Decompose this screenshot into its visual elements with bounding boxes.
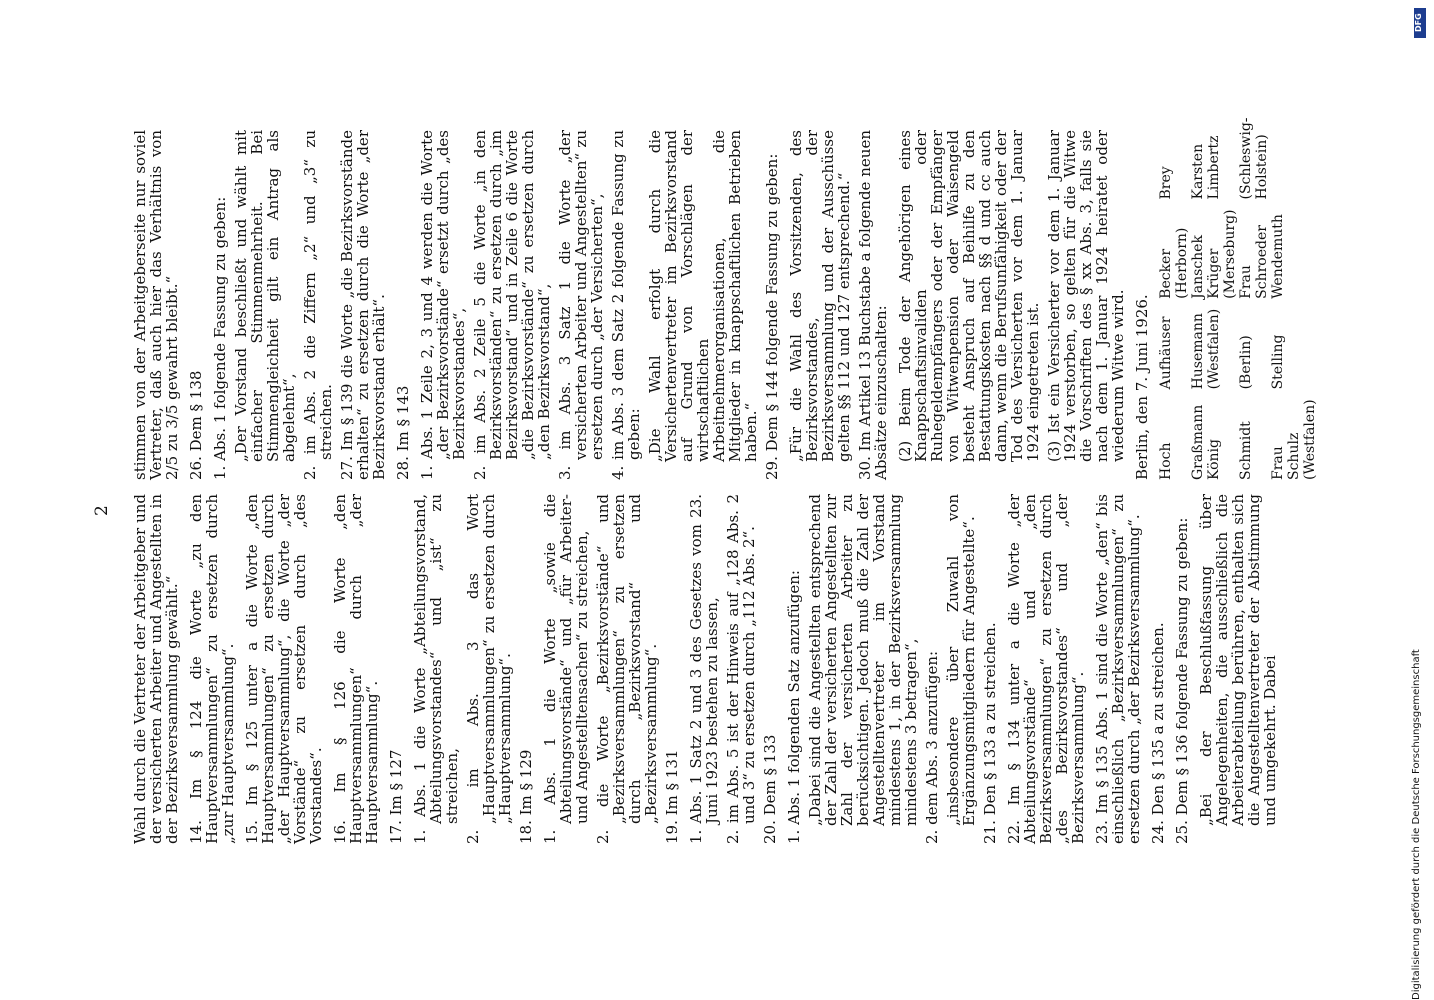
right-column: [131, 117, 1318, 480]
signer: Brey: [1158, 166, 1174, 200]
paragraph: 16. Im § 126 die Worte „den Hauptversammlungen“ durch „der Hauptversammlung“.: [331, 494, 381, 844]
signer: Janschek: [1190, 235, 1206, 299]
list-item: 1. Abs. 1 die Worte „Abteilungsvorstand, Abteilungsvorstandes“ und „ist“ zu streichen,: [411, 494, 461, 844]
signer: Frau Schulz (Westfalen): [1270, 399, 1318, 480]
signer: Krüger (Merseburg): [1206, 209, 1238, 299]
funding-credit-text: Digitalisierung gefördert durch die Deutsche Forschungsgemeinschaft: [1411, 649, 1422, 1000]
paragraph: 27. Im § 139 die Worte „die Bezirksvorstände erhalten“ zu ersetzen durch die Worte „der Bezirksvorstand erhält“.: [338, 130, 388, 480]
list-item: 2. dem Abs. 3 anzufügen:: [923, 650, 941, 844]
list-item: 1. Abs. 1 die Worte „sowie die Abteilungsvorstände“ und „für Arbeiter- und Angestelltensachen“ zu streichen,: [541, 494, 591, 844]
paragraph: 29. Dem § 144 folgende Fassung zu geben:: [763, 153, 781, 480]
signer: Graßmann: [1190, 404, 1206, 480]
signer: Wendemuth: [1270, 214, 1286, 299]
paragraph: 15. Im § 125 unter a die Worte „den Hauptversammlungen“ zu ersetzen durch „der Hauptversammlung“, die Worte „der Vorstände“ zu ersetzen durch „des Vorstandes“.: [243, 494, 325, 844]
paragraph: 23. Im § 135 Abs. 1 sind die Worte „den“ bis einschließlich „Bezirksversammlungen“ zu ersetzen durch „der Bezirksversammlung“.: [1093, 494, 1143, 844]
dfg-logo: DFG: [1414, 8, 1426, 38]
paragraph: 22. Im § 134 unter a die Worte „der Abteilungsvorstände“ und „den Bezirksversammlungen“ zu ersetzen durch „des Bezirksvorstandes“ und „der Bezirksversammlung“.: [1005, 494, 1087, 844]
quote: „Die Wahl erfolgt durch die Versichertenvertreter im Bezirksvorstand auf Grund von Vorschlägen der wirtschaftlichen Arbeitnehmerorganisationen, die Mitglieder in knappschaftlichen Betrieben haben.“: [646, 130, 760, 462]
list-item: 2. im Abs. 2 Zeile 5 die Worte „in den Bezirksvorständen“ zu ersetzen durch „im Bezirksvorstand“ und in Zeile 6 die Worte „die Bezirksvorstände“ zu ersetzen durch „den Bezirksvorstand“,: [471, 130, 553, 480]
list-item: 2. die Worte „Bezirksvorstände“ und „Bezirksversammlungen“ zu ersetzen durch „Bezirksvorstand“ und „Bezirksversammlung“.: [594, 494, 660, 844]
signer: Frau Schroeder: [1238, 225, 1270, 299]
signer: (Berlin): [1238, 335, 1254, 390]
paragraph: Wahl durch die Vertreter der Arbeitgeber und der versicherten Arbeiter und Angestellten in der Bezirksversammlung gewählt.“: [131, 494, 181, 844]
list-item: 1. Abs. 1 folgenden Satz anzufügen:: [785, 570, 803, 844]
signer: König: [1206, 439, 1222, 480]
quote: (2) Beim Tode der Angehörigen eines Knappschaftsinvaliden oder Ruhegeldempfängers oder der Empfänger von Witwenpension oder Waisengeld besteht Anspruch auf Beihilfe zu den Bestattungskosten nach §§ d und cc auch dann, wenn die Berufsunfähigkeit oder der Tod des Versicherten vor dem 1. Januar 1924 eingetreten ist.: [896, 130, 1042, 462]
signer: Hoch: [1158, 442, 1174, 480]
section-heading: 17. Im § 127: [387, 749, 405, 844]
list-item: 1. Abs. 1 Satz 2 und 3 des Gesetzes vom 23. Juni 1923 bestehen zu lassen,: [687, 494, 721, 844]
list-item: 4. im Abs. 3 dem Satz 2 folgende Fassung zu geben:: [609, 130, 643, 480]
paragraph: stimmen von der Arbeitgeberseite nur soviel Vertreter, daß auch hier das Verhältnis von 2/5 zu 3/5 gewahrt bleibt.“: [131, 130, 181, 480]
signer: Husemann: [1190, 313, 1206, 390]
paragraph: 14. Im § 124 die Worte „zu den Hauptversammlungen“ zu ersetzen durch „zur Hauptversammlung“.: [187, 494, 237, 844]
signer: Aufhäuser: [1158, 316, 1174, 390]
signer: (Schleswig-Holstein): [1238, 117, 1270, 200]
signer: Karsten: [1190, 143, 1206, 200]
section-heading: 28. Im § 143: [394, 385, 412, 480]
list-item: 2. im Abs. 3 das Wort „Hauptversammlungen“ zu ersetzen durch „Hauptversammlung“.: [464, 494, 514, 844]
paragraph: 25. Dem § 136 folgende Fassung zu geben:: [1173, 517, 1191, 844]
section-heading: 18. Im § 129: [517, 749, 535, 844]
list-item: 3. im Abs. 3 Satz 1 die Worte „der versicherten Arbeiter und Angestellten“ zu ersetzen durch „der Versicherten“,: [556, 130, 606, 480]
left-column: [132, 494, 1283, 844]
signer: Limbertz: [1206, 135, 1222, 200]
signer: (Westfalen): [1206, 308, 1222, 390]
signer: Stelling: [1270, 334, 1286, 390]
quote: „Bei der Beschlußfassung über Angelegenheiten, die ausschließlich die Arbeiterabteilung berühren, enthalten sich die Angestelltenvertreter der Abstimmung und umgekehrt. Dabei: [1197, 494, 1279, 826]
section-heading: 26. Dem § 138: [187, 370, 205, 480]
list-item: 1. Abs. 1 folgende Fassung zu geben:: [211, 196, 229, 480]
paragraph: 21. Den § 133 a zu streichen.: [981, 622, 999, 844]
quote: „Dabei sind die Angestellten entsprechend der Zahl der versicherten Angestellten zur Zahl der versicherten Arbeiter zu berücksichtigen. Jedoch muß die Zahl der Angestelltenvertreter im Vorstand mindestens 1, in der Bezirksversammlung mindestens 3 betragen“,: [806, 494, 920, 826]
quote: (3) Ist ein Versicherter vor dem 1. Januar 1924 verstorben, so gelten für die Witwe die Vorschriften des § xx Abs. 3, falls sie nach dem 1. Januar 1924 heiratet oder wiederum Witwe wird.: [1045, 130, 1127, 462]
list-item: 2. im Abs. 2 die Ziffern „2“ und „3“ zu streichen.: [301, 130, 335, 480]
list-item: 1. Abs. 1 Zeile 2, 3 und 4 werden die Worte „der Bezirksvorstände“ ersetzt durch „des Bezirksvorstandes“,: [418, 130, 468, 480]
signers-list: [1158, 117, 1318, 480]
section-heading: 20. Dem § 133: [761, 734, 779, 844]
page-number: 2: [92, 505, 112, 516]
signer: Schmidt: [1238, 421, 1254, 480]
signer: Becker (Herborn): [1158, 227, 1190, 299]
section-heading: 19. Im § 131: [663, 749, 681, 844]
list-item: 2. im Abs. 5 ist der Hinweis auf „128 Abs. 2 und 3“ zu ersetzen durch „112 Abs. 2“.: [724, 494, 758, 844]
paragraph: 24. Den § 135 a zu streichen.: [1149, 622, 1167, 844]
quote: „Für die Wahl des Vorsitzenden, des Bezirksvorstandes, der Bezirksversammlung und der Ausschüsse gelten §§ 112 und 127 entsprechend.“: [787, 130, 853, 462]
quote: „Der Vorstand beschließt und wählt mit einfacher Stimmenmehrheit. Bei Stimmengleichheit gilt ein Antrag als abgelehnt“,: [232, 130, 298, 462]
funding-credit: [1406, 0, 1428, 1000]
paragraph: 30. Im Artikel 13 Buchstabe a folgende neuen Absätze einzuschalten:: [856, 130, 890, 480]
date-line: Berlin, den 7. Juni 1926.: [1133, 294, 1151, 480]
quote: „insbesondere über Zuwahl von Ergänzungsmitgliedern für Angestellte“.: [944, 494, 978, 826]
